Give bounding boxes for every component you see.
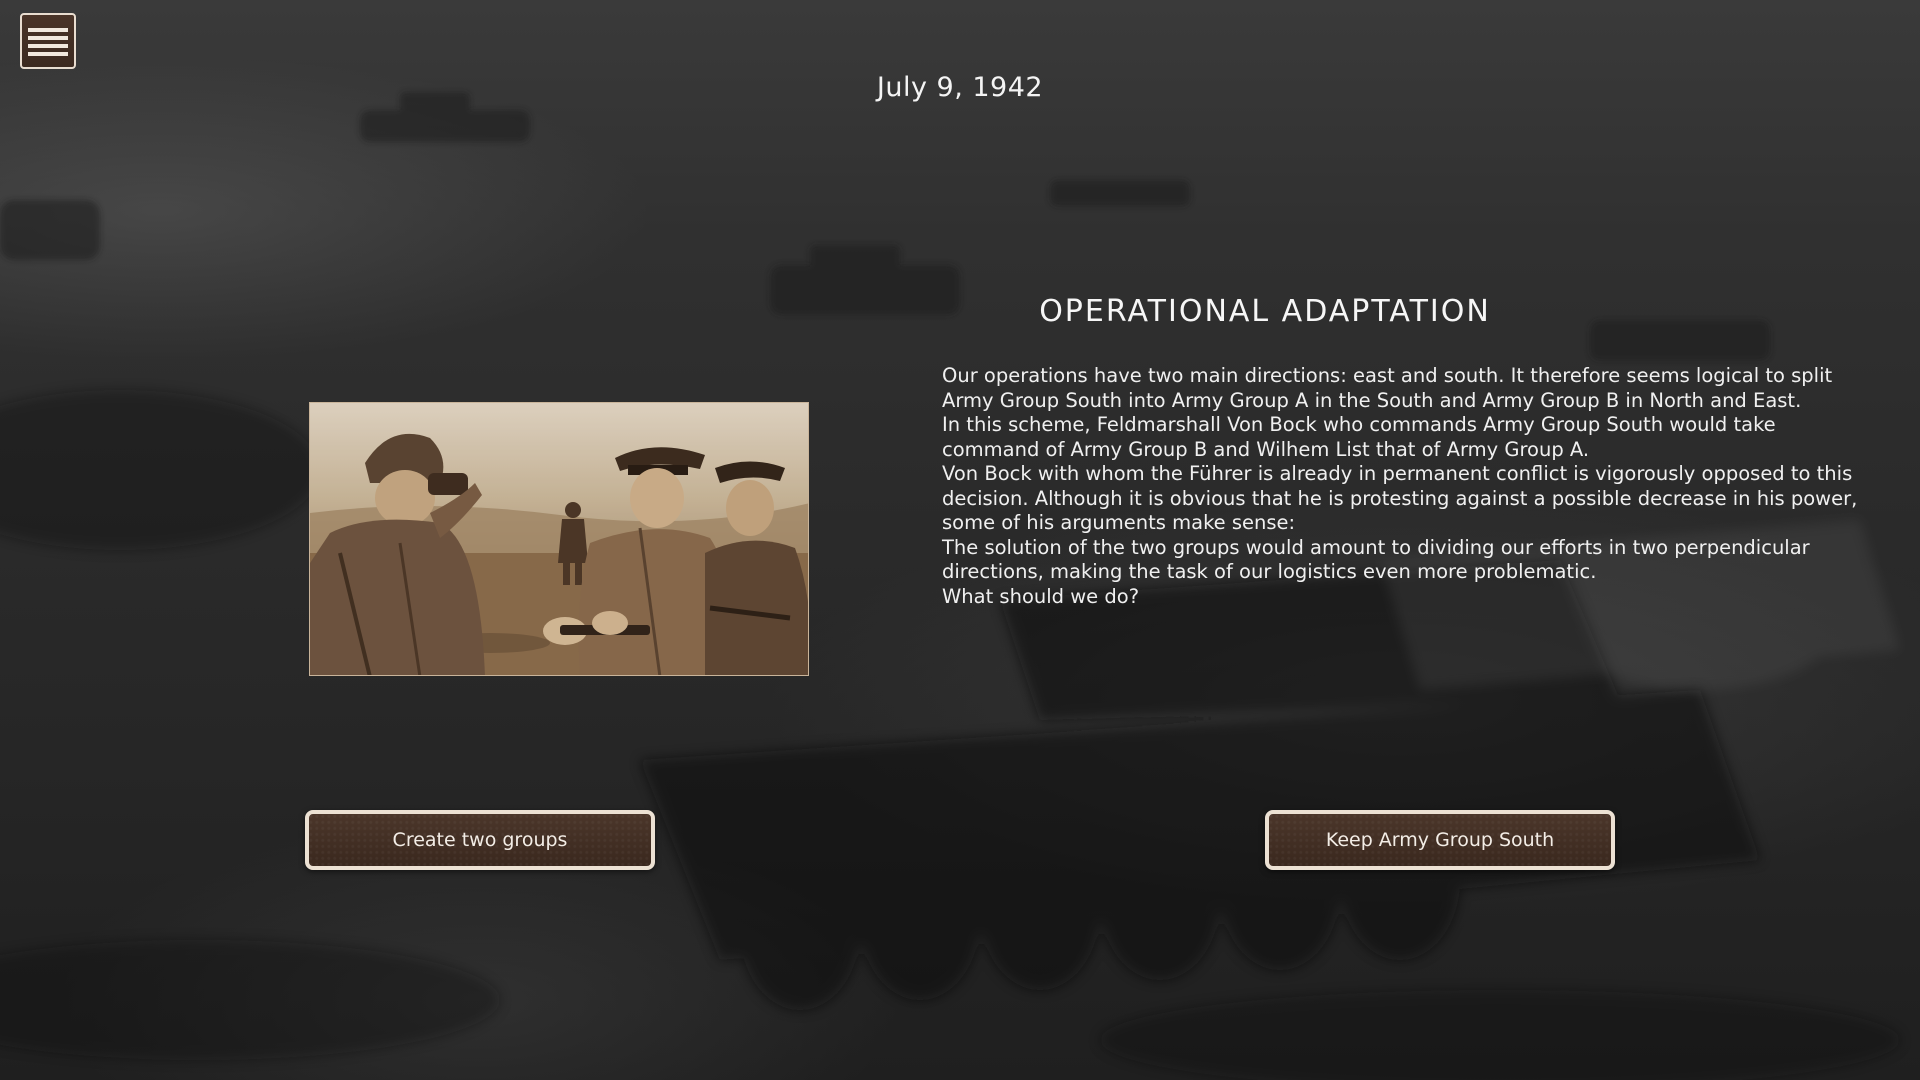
- event-paragraph: The solution of the two groups would amount to dividing our efforts in two perpendicular directions, making the task of our logistics even more problematic.: [942, 535, 1810, 583]
- hamburger-menu-icon: [28, 26, 68, 56]
- create-two-groups-button[interactable]: Create two groups: [305, 810, 655, 870]
- event-paragraph: What should we do?: [942, 584, 1140, 608]
- event-paragraph: Our operations have two main directions: east and south. It therefore seems logical to split Army Group South into Army Group A in the South and Army Group B in North and East.: [942, 364, 1833, 412]
- event-paragraph: Von Bock with whom the Führer is already in permanent conflict is vigorously opposed to this decision. Although it is obvious that he is protesting against a possible decrease in his power, some of his arguments make sense:: [942, 462, 1858, 534]
- event-title: OPERATIONAL ADAPTATION: [1039, 294, 1491, 329]
- event-date: July 9, 1942: [876, 72, 1044, 103]
- event-paragraph: In this scheme, Feldmarshall Von Bock who commands Army Group South would take command of Army Group B and Wilhem List that of Army Group A.: [942, 413, 1776, 461]
- event-illustration: [309, 402, 809, 676]
- event-description: [942, 364, 1862, 609]
- menu-button[interactable]: [20, 13, 76, 69]
- keep-army-group-south-button[interactable]: Keep Army Group South: [1265, 810, 1615, 870]
